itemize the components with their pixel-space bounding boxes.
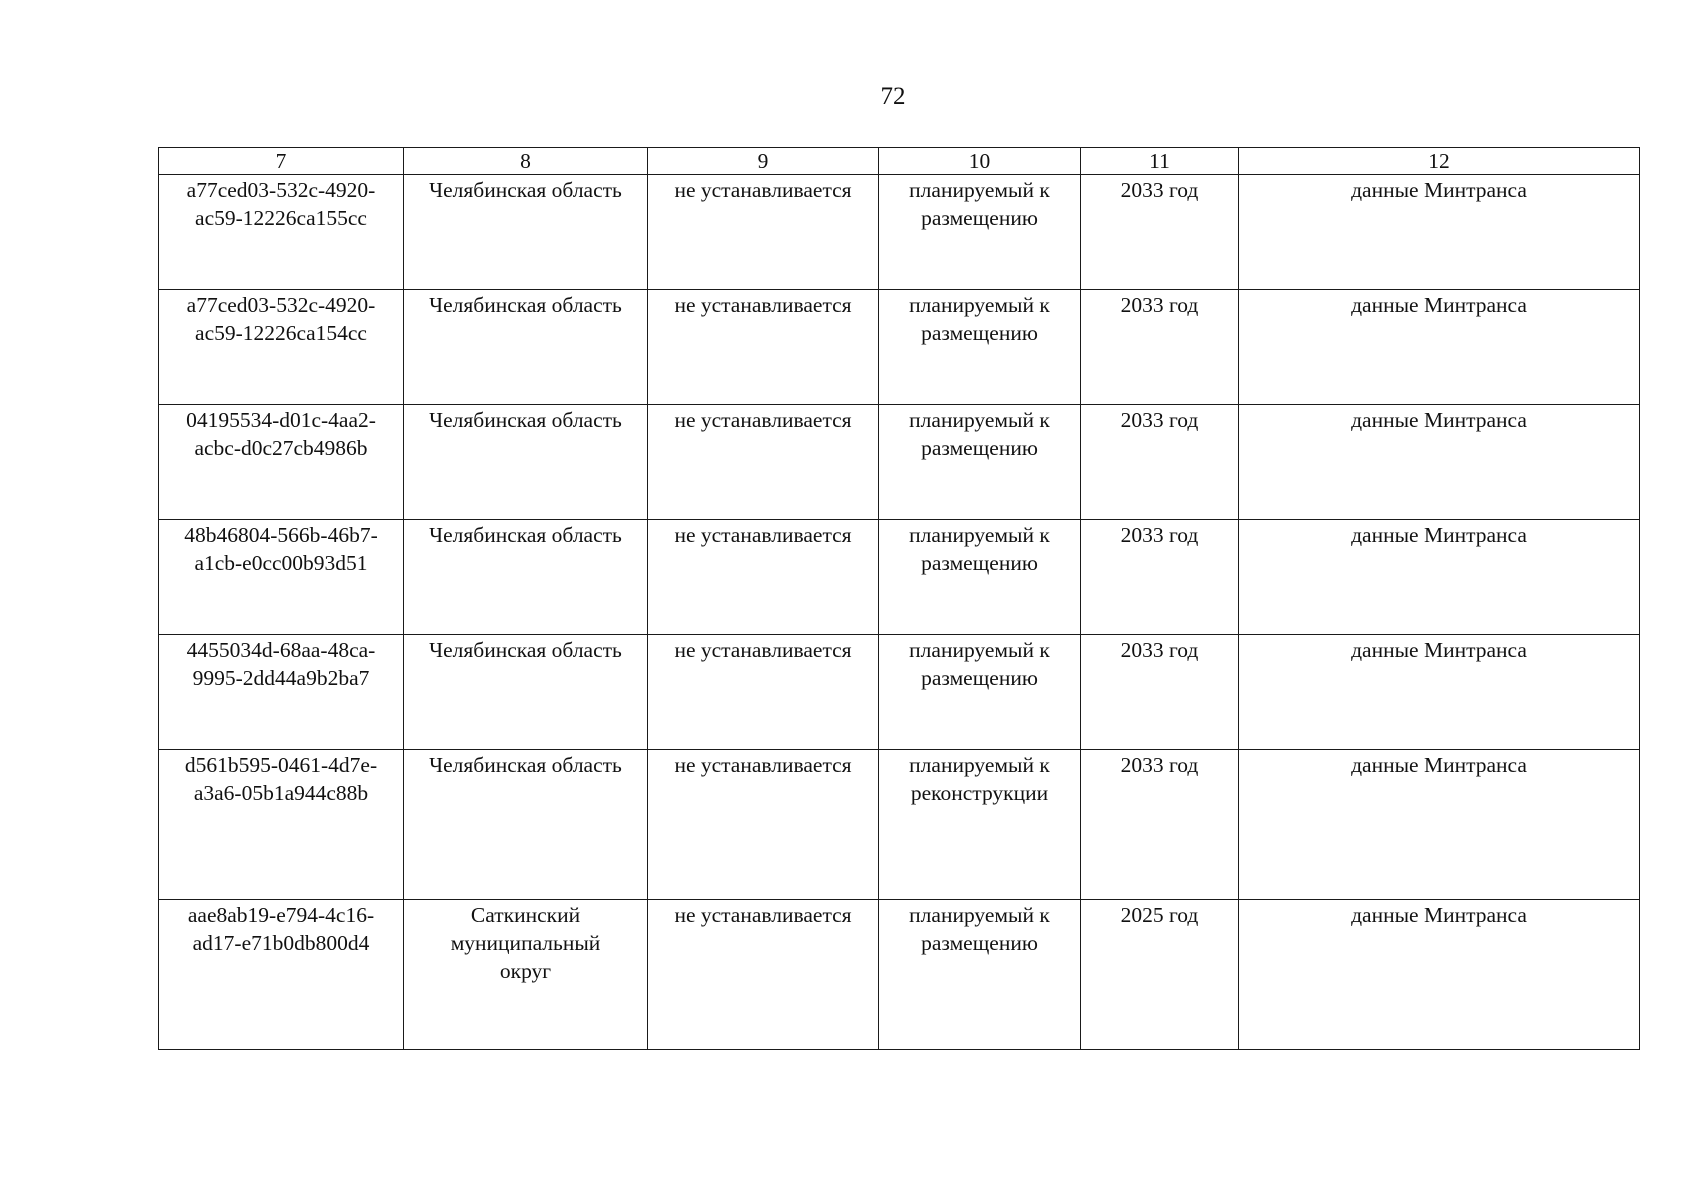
year-cell: 2033 год: [1081, 635, 1239, 750]
column-header: 12: [1239, 148, 1640, 175]
territory-cell: Челябинская область: [404, 290, 648, 405]
year-cell: 2033 год: [1081, 750, 1239, 900]
table-row: [159, 635, 1640, 750]
object-id-cell: 4455034d-68aa-48ca- 9995-2dd44a9b2ba7: [159, 635, 404, 750]
year-cell: 2033 год: [1081, 290, 1239, 405]
table-row: [159, 520, 1640, 635]
data-table: [158, 147, 1640, 1050]
source-cell: данные Минтранса: [1239, 520, 1640, 635]
source-cell: данные Минтранса: [1239, 900, 1640, 1050]
zone-cell: не устанавливается: [648, 405, 879, 520]
zone-cell: не устанавливается: [648, 900, 879, 1050]
table-row: [159, 290, 1640, 405]
status-cell: планируемый к размещению: [879, 175, 1081, 290]
source-cell: данные Минтранса: [1239, 290, 1640, 405]
column-header: 8: [404, 148, 648, 175]
page-number: 72: [880, 83, 906, 110]
source-cell: данные Минтранса: [1239, 405, 1640, 520]
year-cell: 2033 год: [1081, 520, 1239, 635]
status-cell: планируемый к размещению: [879, 405, 1081, 520]
column-header: 10: [879, 148, 1081, 175]
table-row: [159, 405, 1640, 520]
table-row: [159, 175, 1640, 290]
status-cell: планируемый к размещению: [879, 900, 1081, 1050]
object-id-cell: aae8ab19-e794-4c16- ad17-e71b0db800d4: [159, 900, 404, 1050]
status-cell: планируемый к размещению: [879, 635, 1081, 750]
column-header: 7: [159, 148, 404, 175]
zone-cell: не устанавливается: [648, 635, 879, 750]
year-cell: 2033 год: [1081, 175, 1239, 290]
source-cell: данные Минтранса: [1239, 175, 1640, 290]
table-row: [159, 750, 1640, 900]
territory-cell: Челябинская область: [404, 635, 648, 750]
status-cell: планируемый к размещению: [879, 520, 1081, 635]
table-header-row: [159, 148, 1640, 175]
object-id-cell: 48b46804-566b-46b7- a1cb-e0cc00b93d51: [159, 520, 404, 635]
zone-cell: не устанавливается: [648, 290, 879, 405]
zone-cell: не устанавливается: [648, 175, 879, 290]
column-header: 11: [1081, 148, 1239, 175]
object-id-cell: d561b595-0461-4d7e- a3a6-05b1a944c88b: [159, 750, 404, 900]
source-cell: данные Минтранса: [1239, 635, 1640, 750]
object-id-cell: a77ced03-532c-4920- ac59-12226ca155cc: [159, 175, 404, 290]
source-cell: данные Минтранса: [1239, 750, 1640, 900]
table-row: [159, 900, 1640, 1050]
territory-cell: Саткинский муниципальный округ: [404, 900, 648, 1050]
zone-cell: не устанавливается: [648, 750, 879, 900]
territory-cell: Челябинская область: [404, 750, 648, 900]
territory-cell: Челябинская область: [404, 520, 648, 635]
territory-cell: Челябинская область: [404, 405, 648, 520]
object-id-cell: a77ced03-532c-4920- ac59-12226ca154cc: [159, 290, 404, 405]
year-cell: 2025 год: [1081, 900, 1239, 1050]
object-id-cell: 04195534-d01c-4aa2- acbc-d0c27cb4986b: [159, 405, 404, 520]
column-header: 9: [648, 148, 879, 175]
zone-cell: не устанавливается: [648, 520, 879, 635]
status-cell: планируемый к размещению: [879, 290, 1081, 405]
territory-cell: Челябинская область: [404, 175, 648, 290]
year-cell: 2033 год: [1081, 405, 1239, 520]
status-cell: планируемый к реконструкции: [879, 750, 1081, 900]
